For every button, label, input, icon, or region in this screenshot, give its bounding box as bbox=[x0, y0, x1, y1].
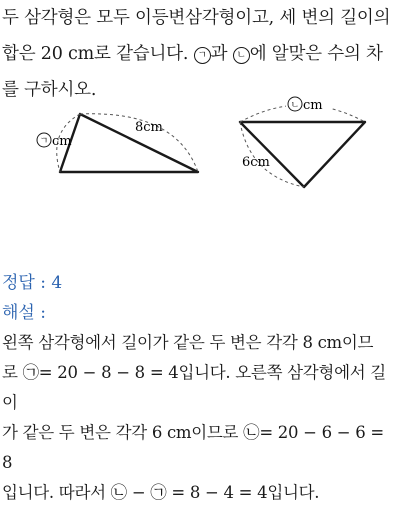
right-label-6cm: 6cm bbox=[242, 155, 270, 170]
problem-line-1: 두 삼각형은 모두 이등변삼각형이고, 세 변의 길이의 bbox=[2, 8, 391, 28]
left-label-a-unit: cm bbox=[52, 134, 72, 149]
answer-value: 4 bbox=[51, 273, 63, 293]
right-label-circle-glyph: ㄴ bbox=[290, 100, 300, 111]
problem-line-2-start: 합은 20 cm로 같습니다. bbox=[2, 44, 194, 64]
left-label-8cm: 8cm bbox=[135, 120, 163, 135]
solution-line-3: 가 같은 두 변은 각각 6 cm이므로 ㉡= 20 − 6 − 6 = 8 bbox=[2, 423, 384, 472]
solution-line-4: 입니다. 따라서 ㉡ − ㉠ = 8 − 4 = 4입니다. bbox=[2, 483, 320, 502]
explain-label: 해설 : bbox=[2, 303, 46, 323]
solution-line-2: 로 ㉠= 20 − 8 − 8 = 4입니다. 오른쪽 삼각형에서 길이 bbox=[2, 363, 386, 412]
right-triangle bbox=[240, 96, 365, 187]
left-triangle bbox=[37, 114, 198, 172]
left-label-circle-glyph: ㄱ bbox=[39, 136, 49, 147]
answer-block bbox=[2, 268, 398, 508]
left-triangle-shape bbox=[60, 114, 198, 172]
triangle-figures bbox=[0, 92, 400, 202]
mark-b-circle: ㄴ bbox=[233, 47, 250, 64]
problem-line-2 bbox=[2, 36, 398, 72]
mark-a-circle: ㄱ bbox=[194, 47, 211, 64]
right-label-b-unit: cm bbox=[303, 98, 323, 113]
answer-label: 정답 : bbox=[2, 273, 52, 293]
problem-line-2-end: 에 알맞은 수의 차 bbox=[249, 44, 383, 64]
answer-line bbox=[2, 268, 398, 298]
problem-line-3: 를 구하시오. bbox=[2, 80, 97, 100]
solution-line-1: 왼쪽 삼각형에서 길이가 같은 두 변은 각각 8 cm이므 bbox=[2, 333, 374, 352]
problem-line-2-mid: 과 bbox=[210, 44, 233, 64]
